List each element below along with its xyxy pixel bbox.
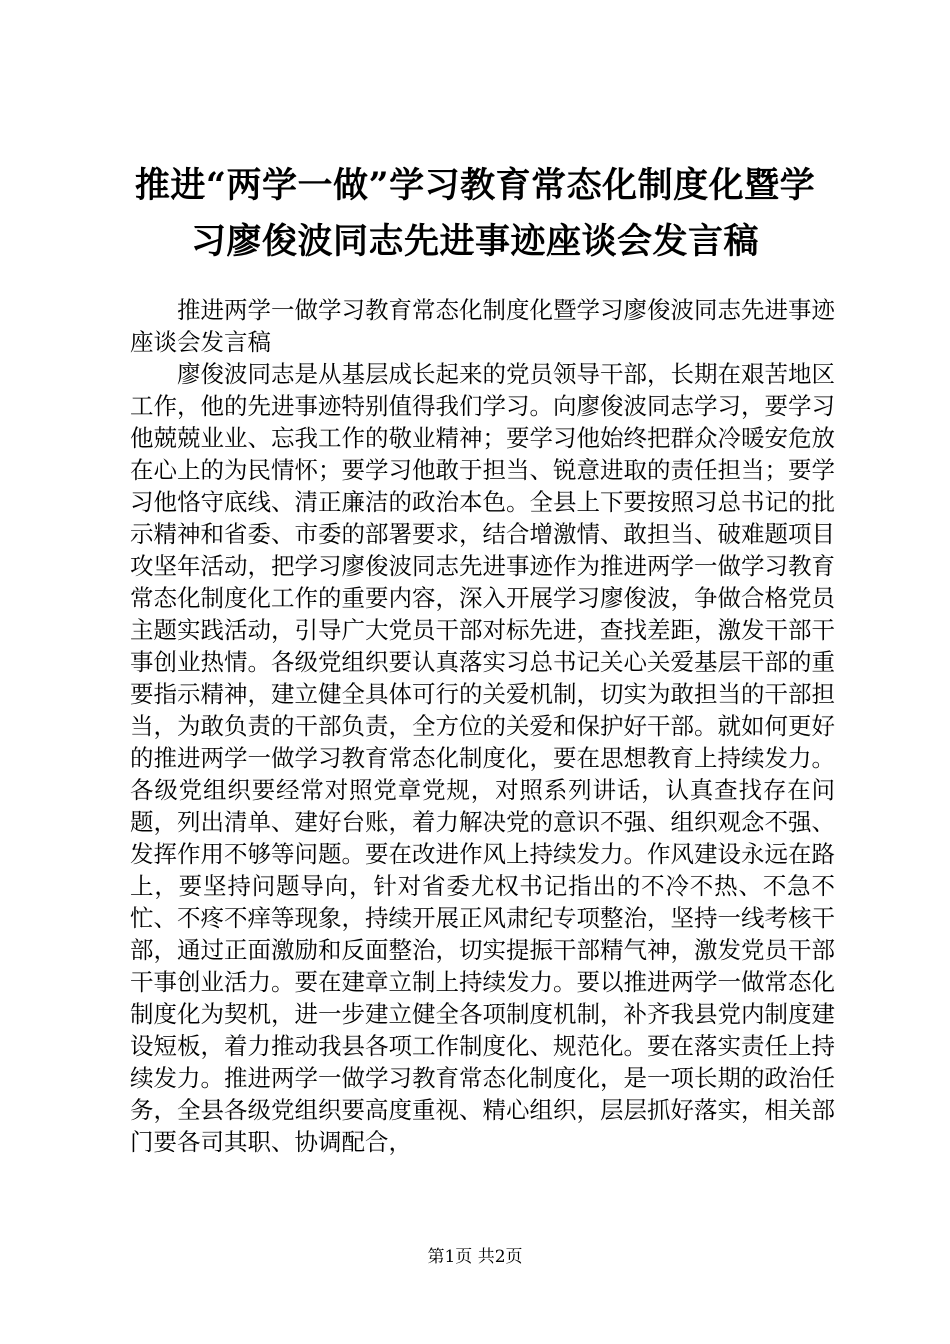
page-footer: 第1页 共2页 <box>427 1247 523 1267</box>
document-title-line-1: 推进“两学一做”学习教育常态化制度化暨学 <box>134 165 816 206</box>
body-paragraph: 廖俊波同志是从基层成长起来的党员领导干部，长期在艰苦地区工作，他的先进事迹特别值得我们学习。向廖俊波同志学习，要学习他兢兢业业、忘我工作的敬业精神；要学习他始终把群众冷暖安危放在心上的为民情怀；要学习他敢于担当、锐意进取的责任担当；要学习他恪守底线、清正廉洁的政治本色。全县上下要按照习总书记的批示精神和省委、市委的部署要求，结合增激情、敢担当、破难题项目攻坚年活动，把学习廖俊波同志先进事迹作为推进两学一做学习教育常态化制度化工作的重要内容，深入开展学习廖俊波，争做合格党员主题实践活动，引导广大党员干部对标先进，查找差距，激发干部干事创业热情。各级党组织要认真落实习总书记关心关爱基层干部的重要指示精神，建立健全具体可行的关爱机制，切实为敢担当的干部担当，为敢负责的干部负责，全方位的关爱和保护好干部。就如何更好的推进两学一做学习教育常态化制度化，要在思想教育上持续发力。各级党组织要经常对照党章党规，对照系列讲话，认真查找存在问题，列出清单、建好台账，着力解决党的意识不强、组织观念不强、发挥作用不够等问题。要在改进作风上持续发力。作风建设永远在路上，要坚持问题导向，针对省委尤权书记指出的不冷不热、不急不忙、不疼不痒等现象，持续开展正风肃纪专项整治，坚持一线考核干部，通过正面激励和反面整治，切实提振干部精气神，激发党员干部干事创业活力。要在建章立制上持续发力。要以推进两学一做常态化制度化为契机，进一步建立健全各项制度机制，补齐我县党内制度建设短板，着力推动我县各项工作制度化、规范化。要在落实责任上持续发力。推进两学一做学习教育常态化制度化，是一项长期的政治任务，全县各级党组织要高度重视、精心组织，层层抓好落实，相关部门要各司其职、协调配合， <box>130 360 835 1156</box>
document-body <box>130 294 835 1158</box>
document-title-line-2: 习廖俊波同志先进事迹座谈会发言稿 <box>190 221 759 262</box>
document-title <box>100 158 850 270</box>
subtitle-paragraph: 推进两学一做学习教育常态化制度化暨学习廖俊波同志先进事迹座谈会发言稿 <box>130 296 835 356</box>
